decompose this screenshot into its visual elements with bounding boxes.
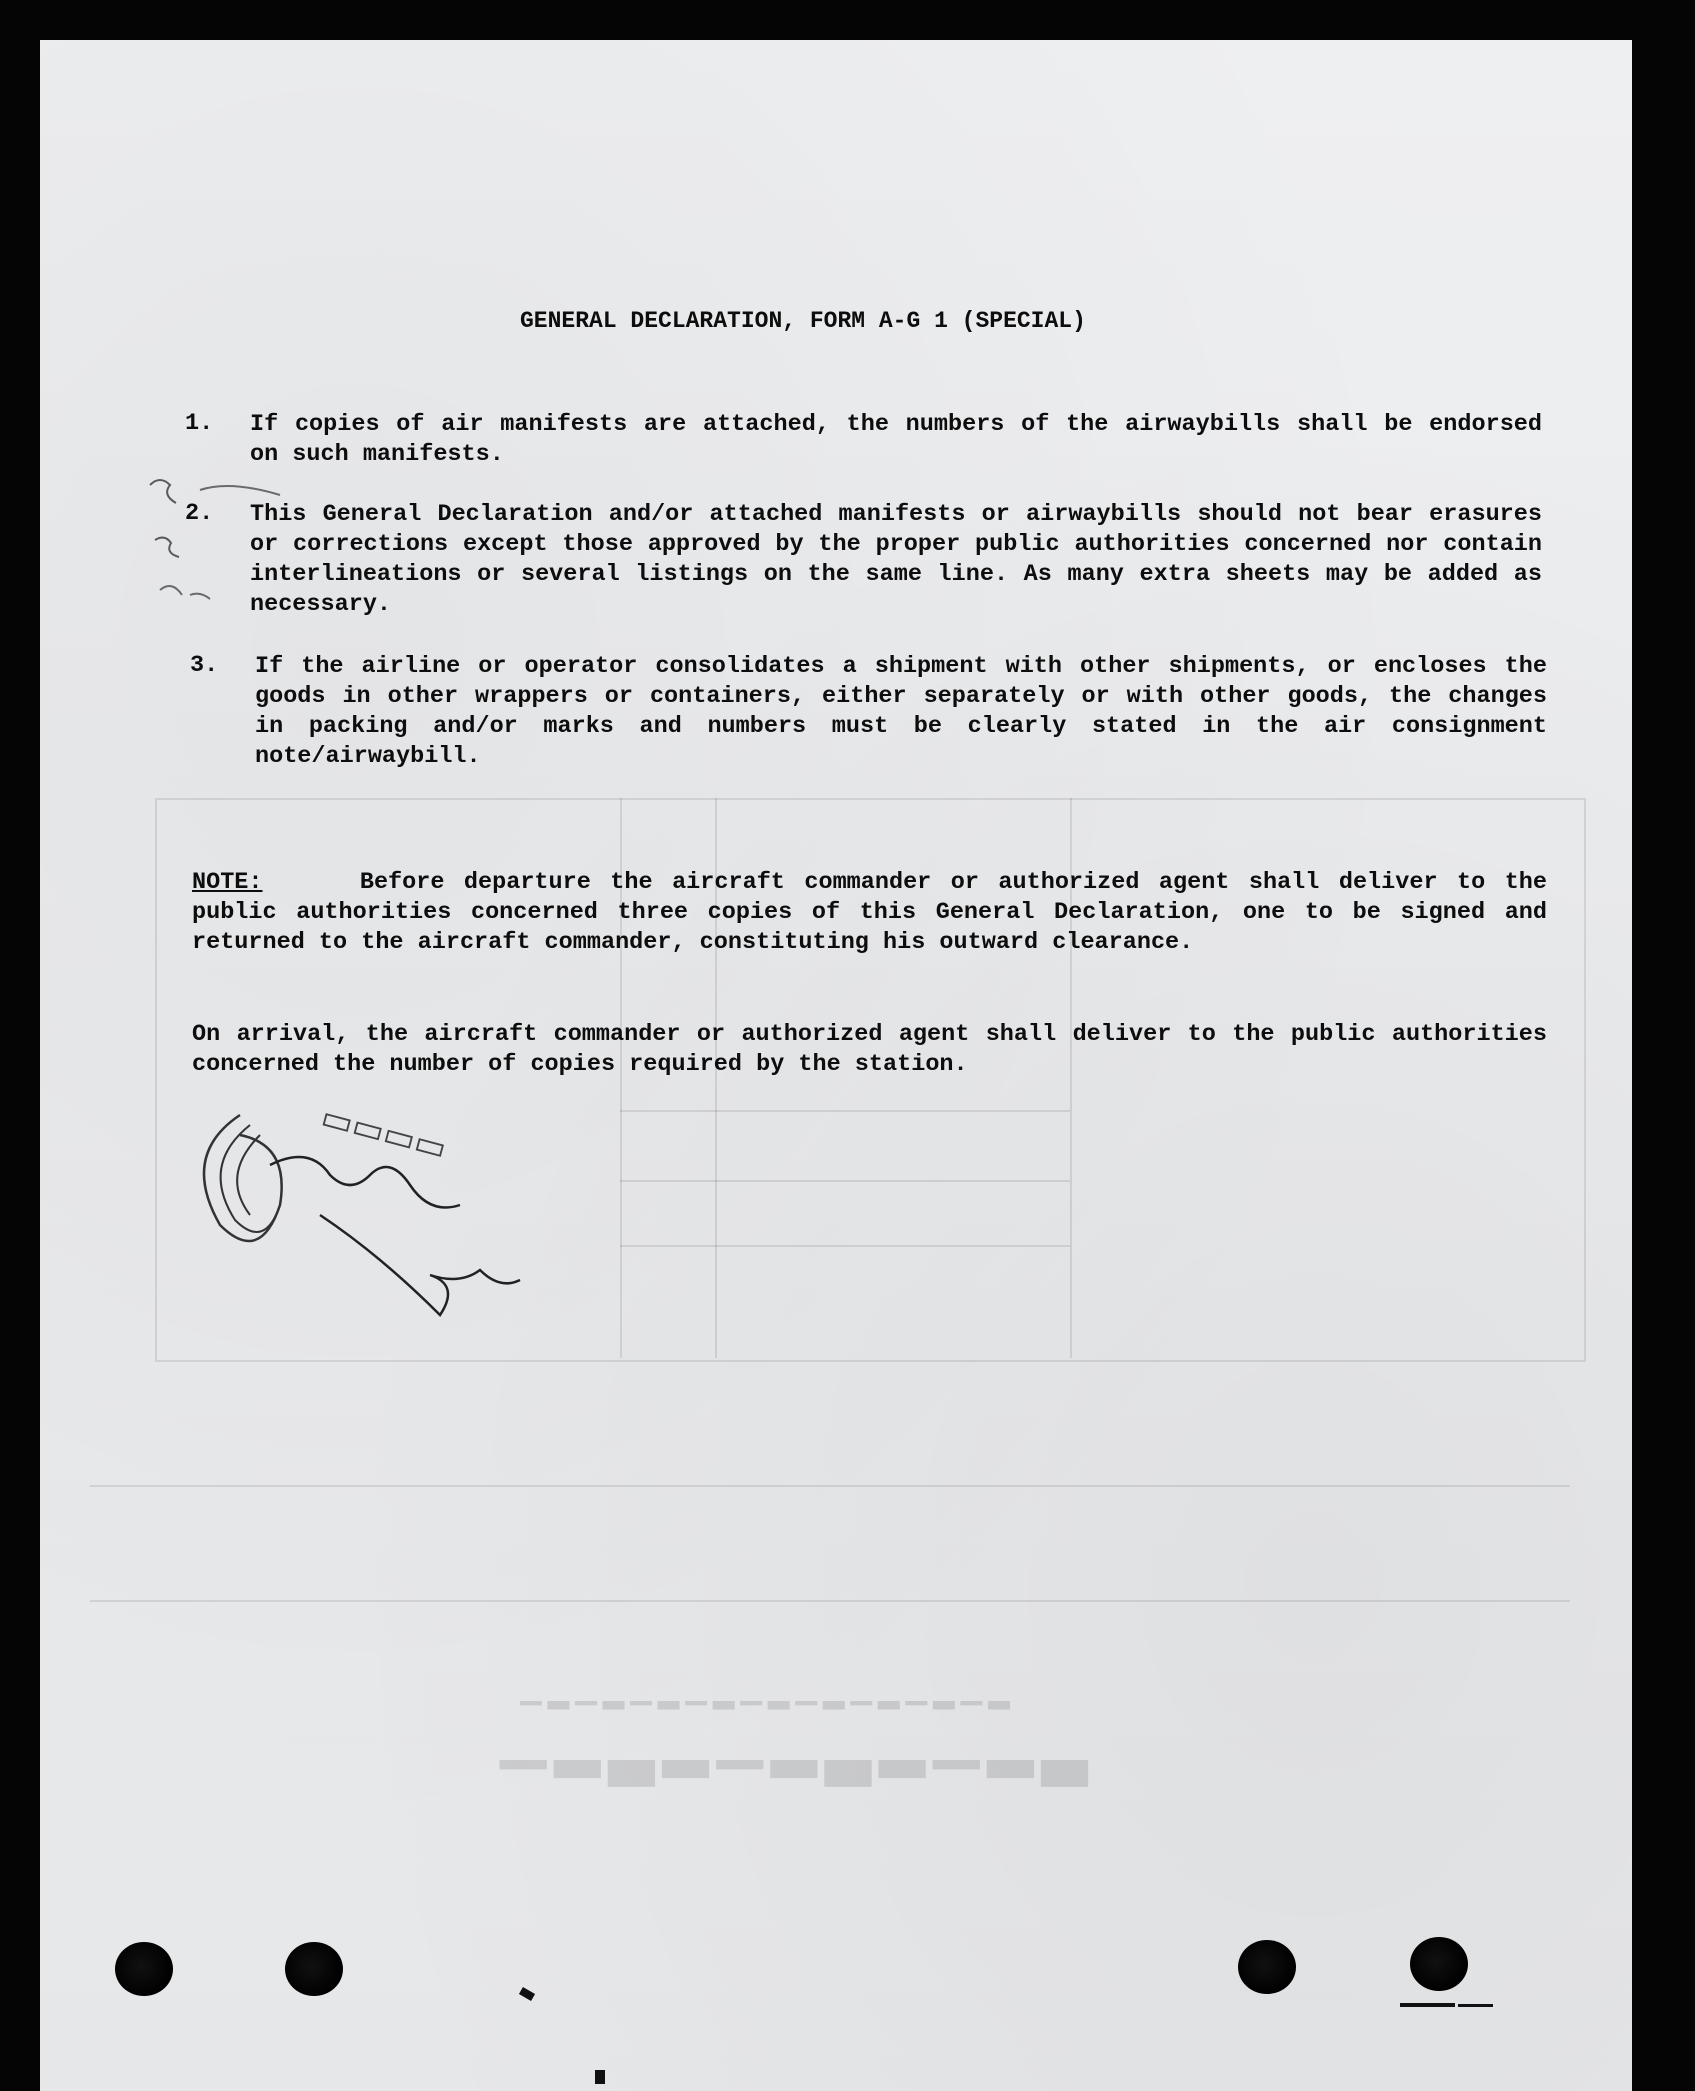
signature-stamp — [180, 1085, 620, 1345]
note-text: Before departure the aircraft commander or authorized agent shall deliver to the public authorities concerned three copies of this General Declaration, one to be signed and returned to the aircraft commander, constituting his outward clearance. — [192, 869, 1548, 956]
item-text: If the airline or operator consolidates a shipment with other shipments, or encloses the goods in other wrappers or containers, either separately or with other goods, the changes in packing and/or marks and numbers must be clearly stated in the air consignment note/airwaybill. — [255, 653, 1547, 770]
note-label: NOTE: — [192, 869, 263, 896]
item-text: If copies of air manifests are attached, the numbers of the airwaybills shall be endorsed on such manifests. — [250, 411, 1542, 468]
document-page — [40, 40, 1632, 2091]
item-text: This General Declaration and/or attached manifests or airwaybills should not bear erasures or corrections except those approved by the proper public authorities concerned nor contain interlineations or several listings on the same line. As many extra sheets may be added as necessary. — [250, 501, 1542, 618]
punch-hole — [1238, 1940, 1296, 1994]
pencil-marks — [100, 460, 360, 660]
svg-text:▭▭▭▭: ▭▭▭▭ — [315, 1102, 450, 1172]
item-number: 2. — [185, 500, 214, 527]
item-number: 1. — [185, 410, 214, 437]
dirt-speck — [1458, 2004, 1493, 2007]
dirt-speck — [1400, 2003, 1455, 2007]
punch-hole — [1410, 1937, 1468, 1991]
item-number: 3. — [190, 652, 219, 679]
arrival-paragraph: On arrival, the aircraft commander or authorized agent shall deliver to the public authorities concerned the number of copies required by the station. — [192, 1021, 1547, 1078]
dirt-speck — [595, 2070, 605, 2084]
bleed-through-text: ▁▂▁▂▁▂▁▂▁▂▁▂▁▂▁▂▁▂ — [520, 1701, 1016, 1732]
document-content — [40, 40, 1632, 2091]
punch-hole — [115, 1942, 173, 1996]
document-title: GENERAL DECLARATION, FORM A-G 1 (SPECIAL) — [520, 308, 1086, 334]
note-paragraph — [192, 868, 1547, 958]
punch-hole — [285, 1942, 343, 1996]
bleed-through-text: ▁▂▃▂▁▂▃▂▁▂▃ — [500, 1762, 1096, 1828]
